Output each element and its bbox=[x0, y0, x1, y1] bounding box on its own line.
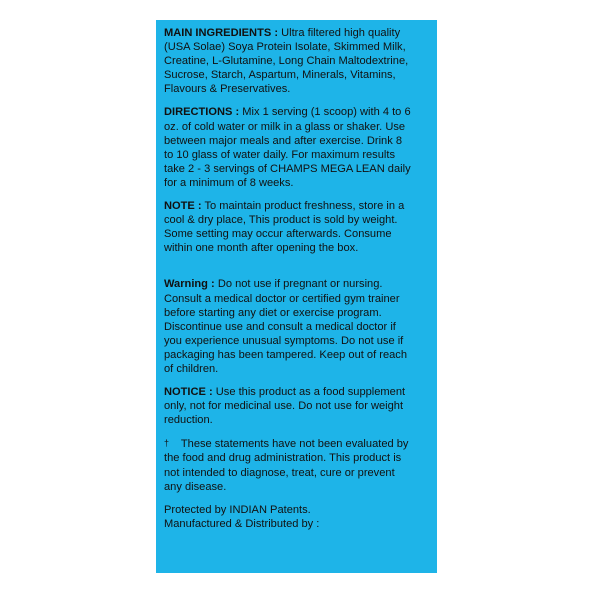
note-section bbox=[164, 199, 431, 255]
main-ingredients-section bbox=[164, 26, 431, 96]
directions-label: DIRECTIONS : bbox=[164, 106, 240, 119]
directions-line: between major meals and after exercise. Drink 8 bbox=[164, 134, 403, 147]
note-line-1: NOTE : To maintain product freshness, store in a bbox=[164, 200, 405, 213]
warning-label: Warning : bbox=[164, 278, 215, 291]
main-ingredients-line: Creatine, L-Glutamine, Long Chain Maltodextrine, bbox=[164, 55, 409, 68]
directions-line: take 2 - 3 servings of CHAMPS MEGA LEAN daily bbox=[164, 162, 411, 175]
notice-label: NOTICE : bbox=[164, 386, 213, 399]
note-line: cool & dry place, This product is sold by weight. bbox=[164, 214, 398, 227]
patent-text: Protected by INDIAN Patents. bbox=[164, 503, 311, 516]
warning-line: you experience unusual symptoms. Do not use if bbox=[164, 334, 404, 347]
warning-section bbox=[164, 277, 431, 376]
disclaimer-line: not intended to diagnose, treat, cure or prevent bbox=[164, 466, 395, 479]
warning-line-1: Warning : Do not use if pregnant or nursing. bbox=[164, 278, 383, 291]
directions-line-1: DIRECTIONS : Mix 1 serving (1 scoop) with 4 to 6 bbox=[164, 106, 411, 119]
dagger-symbol-icon: † bbox=[164, 438, 170, 449]
directions-line: oz. of cold water or milk in a glass or shaker. Use bbox=[164, 120, 406, 133]
disclaimer-line: the food and drug administration. This product is bbox=[164, 452, 402, 465]
main-ingredients-label: MAIN INGREDIENTS : bbox=[164, 27, 279, 39]
notice-line: only, not for medicinal use. Do not use for weight bbox=[164, 400, 404, 413]
footer-section bbox=[164, 503, 431, 531]
warning-line: Consult a medical doctor or certified gym trainer bbox=[164, 292, 400, 305]
directions-line: for a minimum of 8 weeks. bbox=[164, 176, 294, 189]
directions-section bbox=[164, 105, 431, 190]
directions-line: to 10 glass of water daily. For maximum results bbox=[164, 148, 395, 161]
main-ingredients-line: (USA Solae) Soya Protein Isolate, Skimmed Milk, bbox=[164, 41, 406, 54]
manufacturer-text: Manufactured & Distributed by : bbox=[164, 517, 320, 530]
product-label-panel bbox=[156, 20, 437, 573]
warning-line: before starting any diet or exercise program. bbox=[164, 306, 382, 319]
notice-section bbox=[164, 385, 431, 427]
warning-line: Discontinue use and consult a medical doctor if bbox=[164, 320, 396, 333]
notice-line-1: NOTICE : Use this product as a food supplement bbox=[164, 386, 406, 399]
note-line: Some setting may occur afterwards. Consume bbox=[164, 228, 392, 241]
note-label: NOTE : bbox=[164, 200, 202, 213]
main-ingredients-line: Flavours & Preservatives. bbox=[164, 83, 291, 96]
main-ingredients-line: Sucrose, Starch, Aspartum, Minerals, Vitamins, bbox=[164, 69, 396, 82]
disclaimer-line: any disease. bbox=[164, 480, 227, 493]
warning-line: packaging has been tampered. Keep out of reach bbox=[164, 348, 408, 361]
notice-line: reduction. bbox=[164, 414, 213, 427]
note-line: within one month after opening the box. bbox=[164, 242, 359, 255]
disclaimer-section bbox=[164, 436, 431, 493]
main-ingredients-line-1: MAIN INGREDIENTS : Ultra filtered high quality bbox=[164, 27, 401, 39]
warning-line: of children. bbox=[164, 362, 219, 375]
disclaimer-line-1: † These statements have not been evaluated by bbox=[164, 438, 409, 451]
